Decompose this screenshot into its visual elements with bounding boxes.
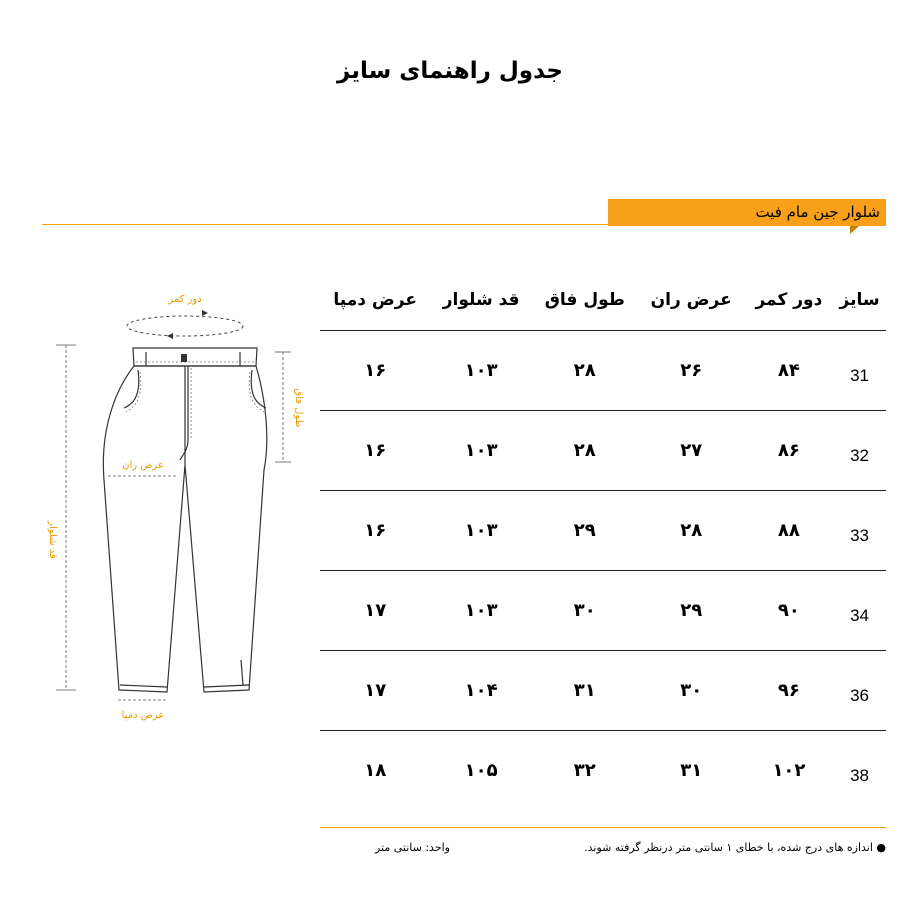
header-size: سایز [833, 270, 886, 331]
cell-hem: ۱۷ [320, 571, 430, 651]
cell-waist: ۸۴ [745, 331, 833, 411]
cell-hem: ۱۶ [320, 491, 430, 571]
cell-thigh: ۲۸ [638, 491, 745, 571]
hem-label: عرض دمپا [121, 710, 165, 721]
size-table [320, 270, 886, 810]
cell-length: ۱۰۴ [430, 651, 531, 731]
cell-length: ۱۰۵ [464, 760, 498, 781]
table-row [320, 491, 886, 571]
header-rise: طول فاق [532, 270, 638, 331]
length-label: قد شلوار [47, 521, 58, 559]
waist-label: دور کمر [168, 294, 202, 305]
cell-size: 31 [833, 331, 886, 411]
header-divider [42, 224, 608, 225]
cell-hem: ۱۷ [320, 651, 430, 731]
cell-hem: ۱۶ [320, 411, 430, 491]
waist-arrow-icon [202, 310, 208, 316]
jeans-measurement-diagram [30, 280, 320, 730]
waist-ellipse [127, 316, 243, 336]
cell-waist: ۹۰ [745, 571, 833, 651]
cell-thigh: ۳۱ [680, 760, 703, 781]
table-header-row [320, 270, 886, 331]
note-text: اندازه های درج شده، با خطای ۱ سانتی متر درنظر گرفته شوند. [584, 841, 873, 854]
cell-size: 36 [833, 651, 886, 731]
table-row [320, 411, 886, 491]
jeans-stitching [126, 362, 264, 438]
product-tag-tail [850, 226, 859, 234]
jeans-outline [103, 348, 266, 692]
table-row [320, 651, 886, 731]
cell-waist: ۱۰۲ [772, 760, 806, 781]
cell-length: ۱۰۳ [430, 411, 531, 491]
cell-hem: ۱۶ [320, 331, 430, 411]
cell-rise: ۳۰ [532, 571, 638, 651]
page-title: جدول راهنمای سایز [337, 58, 563, 84]
cell-rise: ۲۸ [532, 411, 638, 491]
cell-size: 32 [833, 411, 886, 491]
cell-thigh: ۲۶ [638, 331, 745, 411]
cell-length: ۱۰۳ [430, 331, 531, 411]
thigh-label: عرض ران [122, 460, 164, 471]
waist-arrow-icon-back [167, 333, 173, 339]
button-icon [181, 354, 187, 362]
cell-hem: ۱۸ [364, 760, 387, 781]
cell-length: ۱۰۳ [430, 571, 531, 651]
cell-length: ۱۰۳ [430, 491, 531, 571]
cell-thigh: ۲۹ [638, 571, 745, 651]
cell-rise: ۳۲ [573, 760, 596, 781]
cell-rise: ۲۸ [532, 331, 638, 411]
cell-waist: ۹۶ [745, 651, 833, 731]
cell-size: 38 [850, 765, 869, 785]
cell-waist: ۸۶ [745, 411, 833, 491]
cell-thigh: ۳۰ [638, 651, 745, 731]
cell-thigh: ۲۷ [638, 411, 745, 491]
bullet-icon: ● [872, 841, 886, 854]
header-hem: عرض دمپا [320, 270, 430, 331]
header-length: قد شلوار [430, 270, 531, 331]
header-waist: دور کمر [745, 270, 833, 331]
table-row [320, 571, 886, 651]
cell-size: 33 [833, 491, 886, 571]
product-tag-label: شلوار جین مام فیت [755, 203, 880, 221]
cell-rise: ۳۱ [532, 651, 638, 731]
measurement-note [560, 841, 886, 854]
unit-label: واحد: سانتی متر [374, 841, 450, 854]
footer-divider [320, 827, 886, 828]
cell-waist: ۸۸ [745, 491, 833, 571]
rise-label: طول فاق [293, 388, 304, 428]
header-thigh: عرض ران [638, 270, 745, 331]
table-row [320, 331, 886, 411]
table-row [320, 731, 886, 811]
cell-rise: ۲۹ [532, 491, 638, 571]
cell-size: 34 [833, 571, 886, 651]
